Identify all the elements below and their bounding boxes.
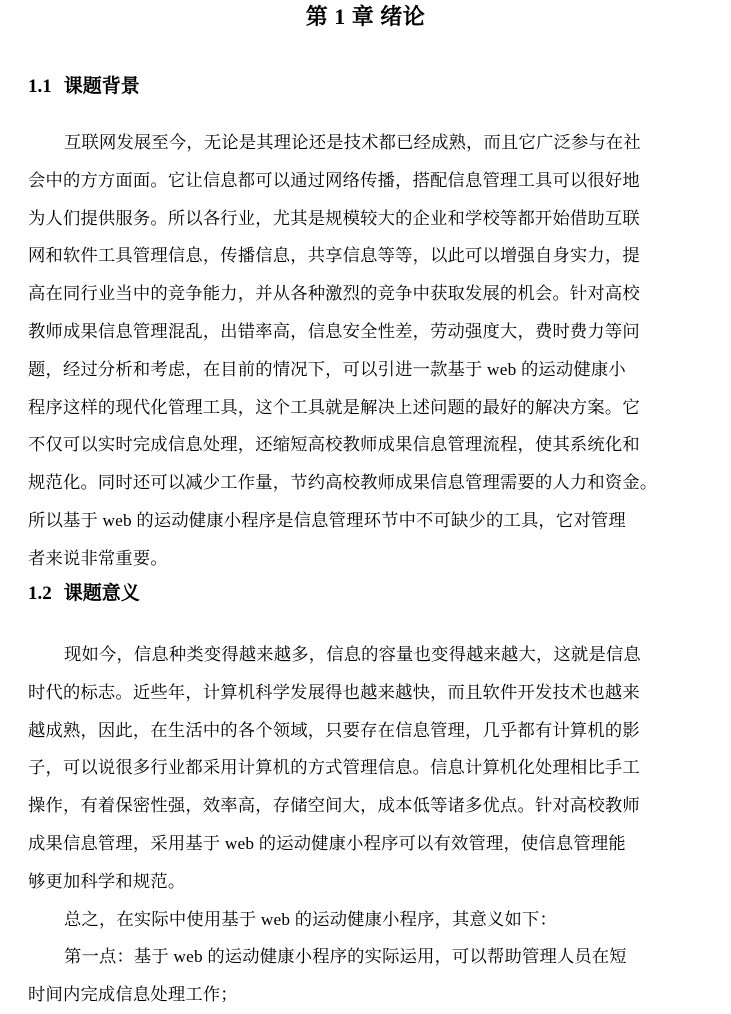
text-line: 网和软件工具管理信息，传播信息，共享信息等等，以此可以增强自身实力，提 — [28, 246, 640, 266]
section-number: 1.1 — [28, 76, 52, 97]
chapter-title: 第 1 章 绪论 — [305, 4, 426, 29]
text-line: 所以基于 web 的运动健康小程序是信息管理环节中不可缺少的工具，它对管理 — [28, 510, 626, 530]
text-line: 现如今，信息种类变得越来越多，信息的容量也变得越来越大，这就是信息 — [64, 645, 641, 664]
text-line: 子，可以说很多行业都采用计算机的方式管理信息。信息计算机化处理相比手工 — [28, 758, 640, 778]
text-line: 互联网发展至今，无论是其理论还是技术都已经成熟，而且它广泛参与在社 — [64, 133, 641, 152]
text-line: 够更加科学和规范。 — [28, 871, 186, 891]
section-heading-1-1 — [28, 74, 140, 100]
text-line: 程序这样的现代化管理工具，这个工具就是解决上述问题的最好的解决方案。它 — [28, 397, 640, 417]
summary-line: 总之，在实际中使用基于 web 的运动健康小程序，其意义如下： — [64, 909, 557, 929]
text-line: 高在同行业当中的竞争能力，并从各种激烈的竞争中获取发展的机会。针对高校 — [28, 284, 640, 304]
section-number: 1.2 — [28, 583, 52, 604]
text-line: 者来说非常重要。 — [28, 548, 168, 568]
text-line: 规范化。同时还可以减少工作量，节约高校教师成果信息管理需要的人力和资金。 — [28, 473, 658, 493]
text-line: 为人们提供服务。所以各行业，尤其是规模较大的企业和学校等都开始借助互联 — [28, 208, 640, 228]
significance-paragraph — [28, 636, 652, 1014]
text-line: 成果信息管理，采用基于 web 的运动健康小程序可以有效管理，使信息管理能 — [28, 833, 626, 853]
point-one-line: 第一点：基于 web 的运动健康小程序的实际运用，可以帮助管理人员在短 — [64, 947, 627, 967]
text-line: 时代的标志。近些年，计算机科学发展得也越来越快，而且软件开发技术也越来 — [28, 682, 640, 702]
point-one-line: 时间内完成信息处理工作； — [28, 985, 238, 1005]
section-heading-1-2 — [28, 581, 140, 607]
section-title: 课题背景 — [63, 76, 140, 97]
section-title: 课题意义 — [63, 583, 140, 604]
background-paragraph — [28, 124, 658, 578]
text-line: 不仅可以实时完成信息处理，还缩短高校教师成果信息管理流程，使其系统化和 — [28, 435, 640, 455]
text-line: 操作，有着保密性强，效率高，存储空间大，成本低等诸多优点。针对高校教师 — [28, 796, 640, 816]
text-line: 越成熟，因此，在生活中的各个领域，只要存在信息管理，几乎都有计算机的影 — [28, 720, 640, 740]
text-line: 教师成果信息管理混乱，出错率高，信息安全性差，劳动强度大，费时费力等问 — [28, 321, 640, 341]
text-line: 题，经过分析和考虑，在目前的情况下，可以引进一款基于 web 的运动健康小 — [28, 359, 626, 379]
text-line: 会中的方方面面。它让信息都可以通过网络传播，搭配信息管理工具可以很好地 — [28, 170, 640, 190]
